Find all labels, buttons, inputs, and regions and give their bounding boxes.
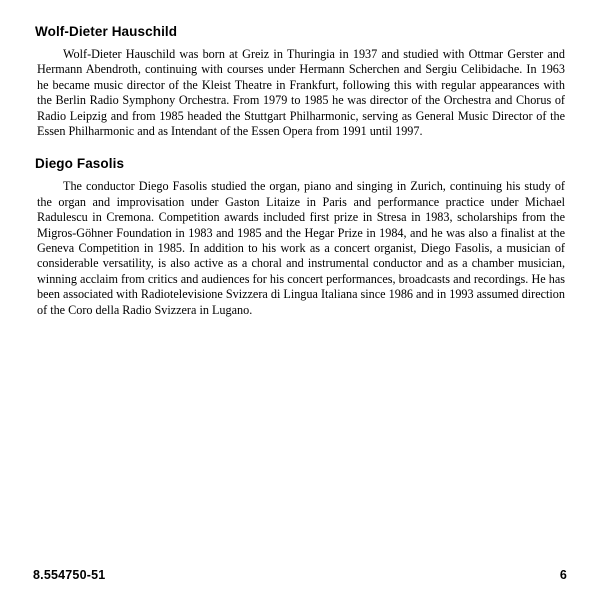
footer-catalogue-number: 8.554750-51: [33, 568, 106, 582]
section-paragraph-wolf-dieter-hauschild: Wolf-Dieter Hauschild was born at Greiz in Thuringia in 1937 and studied with Ottmar Gerster and Hermann Abendroth, continuing with courses under Hermann Scherchen and Sergiu Celibidache. In 1963 he became music director of the Kleist Theatre in Frankfurt, following this with regular appearances with the Berlin Radio Symphony Orchestra. From 1979 to 1985 he was director of the Orchestra and Chorus of Radio Leipzig and from 1985 headed the Stuttgart Philharmonic, serving as General Music Director of the Essen Philharmonic and as Intendant of the Essen Opera from 1991 until 1997.: [37, 47, 565, 139]
page-footer: [33, 568, 567, 582]
section-heading-wolf-dieter-hauschild: Wolf-Dieter Hauschild: [35, 24, 178, 39]
footer-page-number: 6: [559, 568, 567, 582]
section-paragraph-diego-fasolis: The conductor Diego Fasolis studied the organ, piano and singing in Zurich, continuing his study of the organ and improvisation under Gaston Litaize in Paris and performance practice under Michael Radulescu in Cremona. Competition awards included first prize in Stresa in 1983, scholarships from the Migros-Göhner Foundation in 1983 and 1985 and the Hegar Prize in 1984, and he was also a finalist at the Geneva Competition in 1985. In addition to his work as a concert organist, Diego Fasolis, a musician of considerable versatility, is also active as a choral and instrumental conductor and as a chamber musician, winning acclaim from critics and audiences for his concert performances, broadcasts and recordings. He has been associated with Radiotelevisione Svizzera di Lingua Italiana since 1986 and in 1993 assumed direction of the Coro della Radio Svizzera in Lugano.: [37, 179, 565, 317]
section-heading-diego-fasolis: Diego Fasolis: [35, 156, 125, 172]
